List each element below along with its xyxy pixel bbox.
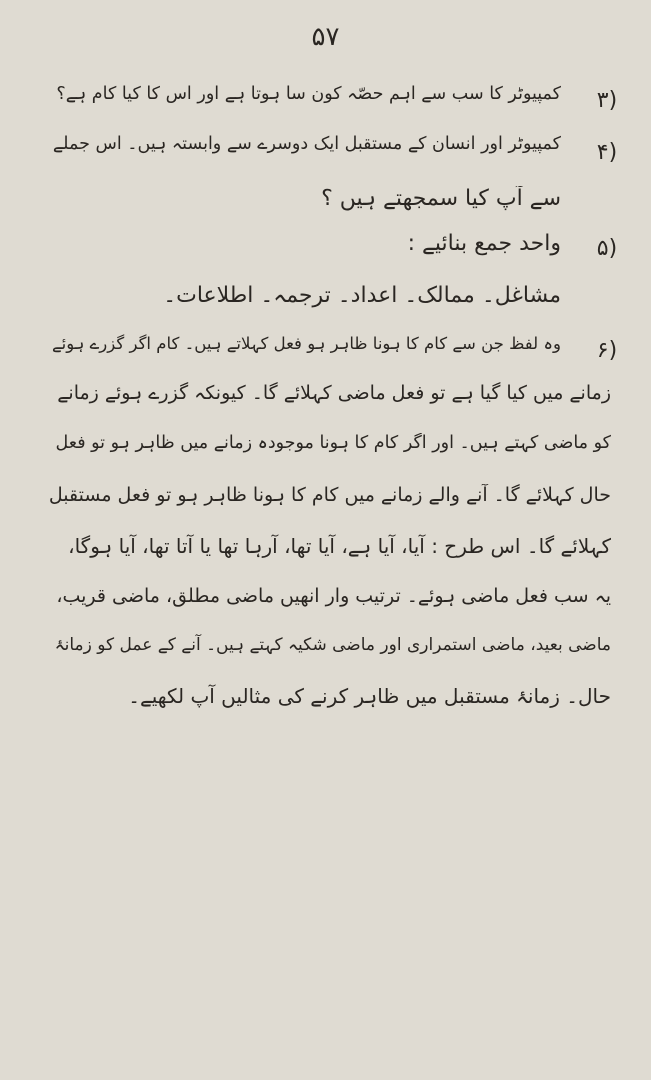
question-number: (۶ (596, 338, 618, 363)
question-line: وہ لفظ جن سے کام کا ہونا ظاہر ہو فعل کہلاتے ہیں۔ کام اگر گزرے ہوئے (51, 334, 561, 353)
question-number: (۴ (596, 140, 618, 165)
page-number: ۵۷ (311, 22, 340, 52)
question-line: مشاغل۔ ممالک۔ اعداد۔ ترجمہ۔ اطلاعات۔ (163, 283, 561, 308)
question-line: کو ماضی کہتے ہیں۔ اور اگر کام کا ہونا موجودہ زمانے میں ظاہر ہو تو فعل (55, 433, 611, 453)
question-line: زمانے میں کیا گیا ہے تو فعل ماضی کہلائے گا۔ کیونکہ گزرے ہوئے زمانے (57, 382, 611, 404)
question-line: کہلائے گا۔ اس طرح : آیا، آیا ہے، آیا تھا، آرہا تھا یا آتا تھا، آیا ہوگا، (68, 534, 611, 558)
question-line: کمپیوٹر اور انسان کے مستقبل ایک دوسرے سے وابستہ ہیں۔ اس جملے (52, 134, 561, 154)
question-number: (۵ (596, 236, 618, 261)
question-line: حال۔ زمانۂ مستقبل میں ظاہر کرنے کی مثالیں آپ لکھیے۔ (128, 684, 611, 708)
question-number: (۳ (596, 88, 618, 113)
question-line: ماضی بعید، ماضی استمراری اور ماضی شکیہ کہتے ہیں۔ آنے کے عمل کو زمانۂ (54, 635, 611, 655)
question-line: کمپیوٹر کا سب سے اہم حصّہ کون سا ہوتا ہے اور اس کا کیا کام ہے؟ (56, 84, 561, 104)
question-line: یہ سب فعل ماضی ہوئے۔ ترتیب وار انھیں ماضی مطلق، ماضی قریب، (56, 585, 611, 607)
question-line: حال کہلائے گا۔ آنے والے زمانے میں کام کا ہونا ظاہر ہو تو فعل مستقبل (48, 484, 611, 506)
question-line: واحد جمع بنائیے : (407, 231, 561, 256)
question-line: سے آپ کیا سمجھتے ہیں ؟ (321, 186, 561, 211)
